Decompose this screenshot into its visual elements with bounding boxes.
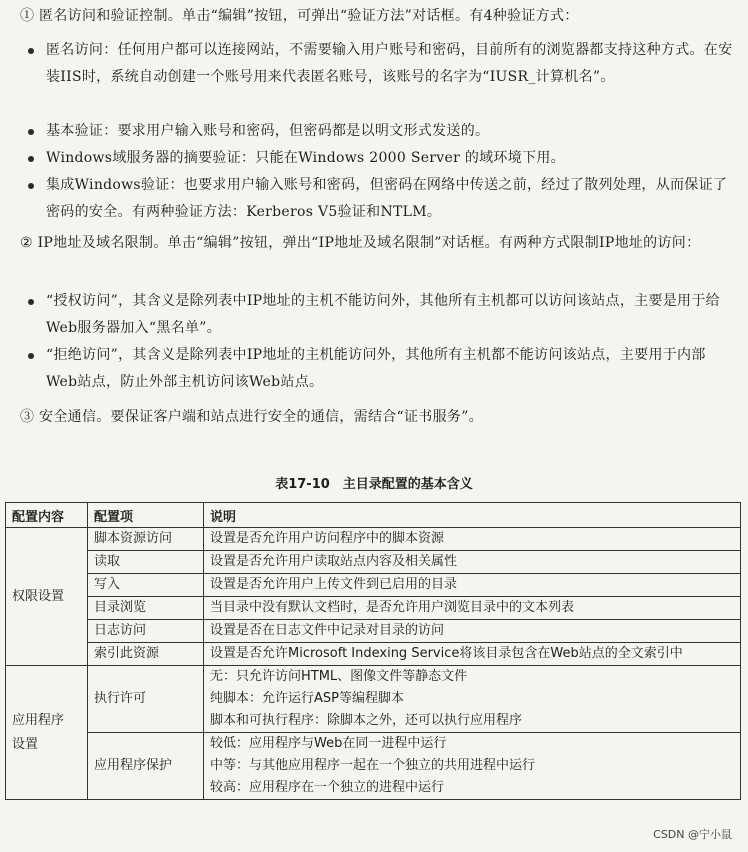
bullet-deny-access bbox=[20, 342, 735, 396]
bullet-text: 基本验证：要求用户输入账号和密码，但密码都是以明文形式发送的。 bbox=[46, 123, 490, 139]
bullet-dot-icon bbox=[28, 48, 34, 54]
bullet-digest-auth bbox=[20, 145, 735, 172]
table-header-row bbox=[6, 503, 741, 528]
group-permission-settings: 权限设置 bbox=[6, 528, 88, 666]
bullet-anonymous bbox=[20, 37, 735, 91]
header-config-content: 配置内容 bbox=[6, 503, 88, 528]
table-row bbox=[6, 551, 741, 574]
config-description: 设置是否允许用户访问程序中的脚本资源 bbox=[204, 528, 741, 551]
config-description: 当目录中没有默认文档时，是否允许用户浏览目录中的文本列表 bbox=[204, 597, 741, 620]
bullet-dot-icon bbox=[28, 129, 34, 135]
bullet-basic-auth bbox=[20, 118, 735, 145]
table-row bbox=[6, 643, 741, 666]
config-table bbox=[5, 502, 741, 800]
config-item: 脚本资源访问 bbox=[88, 528, 204, 551]
table-row bbox=[6, 733, 741, 800]
table-row bbox=[6, 620, 741, 643]
group-application-settings bbox=[6, 666, 88, 800]
bullet-text: 集成Windows验证：也要求用户输入账号和密码，但密码在网络中传送之前，经过了散列处理，从而保证了密码的安全。有两种验证方法：Kerberos V5验证和NTLM。 bbox=[46, 177, 728, 220]
config-description bbox=[204, 666, 741, 733]
csdn-watermark: CSDN @宁小鼠 bbox=[653, 828, 732, 841]
table-row bbox=[6, 597, 741, 620]
header-config-item: 配置项 bbox=[88, 503, 204, 528]
config-description: 设置是否允许用户读取站点内容及相关属性 bbox=[204, 551, 741, 574]
desc-line: 脚本和可执行程序：除脚本之外，还可以执行应用程序 bbox=[210, 713, 523, 728]
config-item: 目录浏览 bbox=[88, 597, 204, 620]
config-item: 日志访问 bbox=[88, 620, 204, 643]
config-item: 读取 bbox=[88, 551, 204, 574]
desc-line: 无：只允许访问HTML、图像文件等静态文件 bbox=[210, 669, 468, 684]
desc-line: 较高：应用程序在一个独立的进程中运行 bbox=[210, 780, 445, 795]
bullet-text: 匿名访问：任何用户都可以连接网站，不需要输入用户账号和密码，目前所有的浏览器都支持这种方式。在安装IIS时，系统自动创建一个账号用来代表匿名账号，该账号的名字为“IUSR_计算机名”。 bbox=[46, 42, 733, 85]
desc-line: 纯脚本：允许运行ASP等编程脚本 bbox=[210, 691, 404, 706]
bullet-text: Windows域服务器的摘要验证：只能在Windows 2000 Server 的域环境下用。 bbox=[46, 150, 565, 166]
table-row bbox=[6, 666, 741, 733]
config-item: 写入 bbox=[88, 574, 204, 597]
table-row bbox=[6, 528, 741, 551]
bullet-dot-icon bbox=[28, 156, 34, 162]
table-caption: 表17-10 主目录配置的基本含义 bbox=[275, 477, 473, 492]
config-description: 设置是否允许Microsoft Indexing Service将该目录包含在Web站点的全文索引中 bbox=[204, 643, 741, 666]
bullet-dot-icon bbox=[28, 353, 34, 359]
paragraph-anonymous-access: ① 匿名访问和验证控制。单击“编辑”按钮，可弹出“验证方法”对话框。有4种验证方式： bbox=[20, 8, 579, 24]
bullet-dot-icon bbox=[28, 183, 34, 189]
bullet-text: “授权访问”，其含义是除列表中IP地址的主机不能访问外，其他所有主机都可以访问该站点，主要是用于给Web服务器加入“黑名单”。 bbox=[46, 293, 720, 336]
desc-line: 中等：与其他应用程序一起在一个独立的共用进程中运行 bbox=[210, 758, 536, 773]
config-description bbox=[204, 733, 741, 800]
bullet-dot-icon bbox=[28, 299, 34, 305]
config-item: 执行许可 bbox=[88, 666, 204, 733]
config-item: 应用程序保护 bbox=[88, 733, 204, 800]
config-description: 设置是否允许用户上传文件到已启用的目录 bbox=[204, 574, 741, 597]
desc-line: 较低：应用程序与Web在同一进程中运行 bbox=[210, 736, 447, 751]
group-application-settings-label: 应用程序设置 bbox=[12, 712, 65, 752]
bullet-integrated-auth bbox=[20, 172, 735, 226]
header-description: 说明 bbox=[204, 503, 741, 528]
paragraph-ip-restriction: ② IP地址及域名限制。单击“编辑”按钮，弹出“IP地址及域名限制”对话框。有两种方式限制IP地址的访问： bbox=[20, 235, 701, 251]
bullet-text: “拒绝访问”，其含义是除列表中IP地址的主机能访问外，其他所有主机都不能访问该站点，主要用于内部Web站点，防止外部主机访问该Web站点。 bbox=[46, 347, 706, 390]
bullet-grant-access bbox=[20, 288, 735, 342]
paragraph-secure-communication: ③ 安全通信。要保证客户端和站点进行安全的通信，需结合“证书服务”。 bbox=[20, 409, 483, 425]
config-description: 设置是否在日志文件中记录对目录的访问 bbox=[204, 620, 741, 643]
table-row bbox=[6, 574, 741, 597]
config-item: 索引此资源 bbox=[88, 643, 204, 666]
